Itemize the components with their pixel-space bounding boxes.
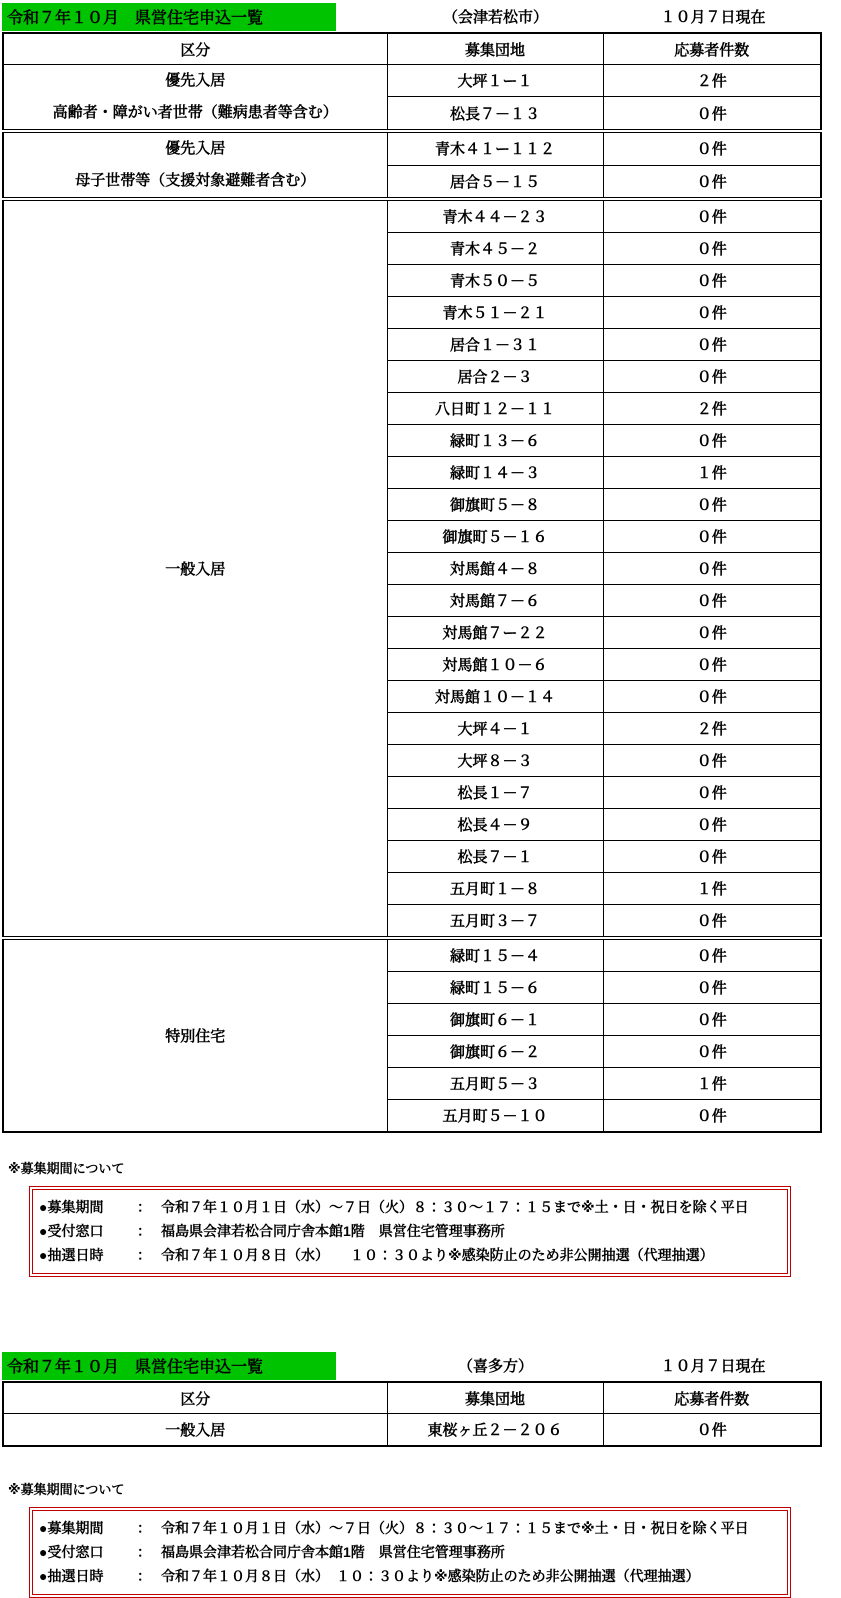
note-text: 福島県会津若松合同庁舎本館1階 県営住宅管理事務所 [161, 1544, 505, 1560]
complex-name: 青木５０－５ [387, 265, 603, 297]
applicant-count: ０件 [603, 553, 821, 585]
listing-section-kitakata [2, 1351, 841, 1598]
note-label: ●抽選日時 [39, 1247, 104, 1263]
complex-name: 松長７－１３ [387, 97, 603, 131]
complex-name: 五月町３－７ [387, 905, 603, 939]
note-colon: ： [137, 1520, 151, 1536]
applicant-count: ０件 [603, 809, 821, 841]
col-header-complex: 募集団地 [387, 1382, 603, 1414]
header-row [3, 33, 821, 65]
note-text: 令和７年１０月８日（水） １０：３０より※感染防止のため非公開抽選（代理抽選） [161, 1568, 700, 1584]
note-item-reception [39, 1219, 779, 1243]
table-row [3, 131, 821, 165]
complex-name: 八日町１２－１１ [387, 393, 603, 425]
complex-name: 御旗町６－２ [387, 1036, 603, 1068]
applicant-count: ０件 [603, 361, 821, 393]
complex-name: 大坪８－３ [387, 745, 603, 777]
complex-name: 御旗町５－１６ [387, 521, 603, 553]
applicant-count: ０件 [603, 1004, 821, 1036]
title-row [2, 2, 822, 31]
listing-section-aizuwakamatsu [2, 2, 841, 1277]
applicant-count: ２件 [603, 393, 821, 425]
applicant-count: ０件 [603, 425, 821, 457]
applicant-count: ０件 [603, 131, 821, 165]
complex-name: 対馬館４－８ [387, 553, 603, 585]
report-title: 令和７年１０月 県営住宅申込一覧 [2, 1352, 336, 1380]
applicant-count: ０件 [603, 165, 821, 199]
report-title: 令和７年１０月 県営住宅申込一覧 [2, 3, 336, 31]
applicant-count: ０件 [603, 745, 821, 777]
complex-name: 居合１－３１ [387, 329, 603, 361]
complex-name: 青木４５－２ [387, 233, 603, 265]
complex-name: 御旗町５－８ [387, 489, 603, 521]
applicant-count: ０件 [603, 681, 821, 713]
applicant-count: ０件 [603, 841, 821, 873]
complex-name: 対馬館７ー２２ [387, 617, 603, 649]
complex-name: 対馬館１０－６ [387, 649, 603, 681]
applicant-count: ０件 [603, 521, 821, 553]
table-row [3, 199, 821, 233]
as-of-date: １０月７日現在 [660, 1358, 766, 1375]
note-text: 令和７年１０月１日（水）～７日（火）８：３０～１７：１５まで※土・日・祝日を除く平日 [161, 1199, 749, 1215]
note-label: ●抽選日時 [39, 1568, 104, 1584]
note-text: 令和７年１０月８日（水） １０：３０より※感染防止のため非公開抽選（代理抽選） [161, 1247, 714, 1263]
applicant-count: ０件 [603, 1036, 821, 1068]
complex-name: 松長１－７ [387, 777, 603, 809]
complex-name: 五月町１－８ [387, 873, 603, 905]
applicant-count: １件 [603, 873, 821, 905]
application-info-box [29, 1186, 791, 1277]
category-cell: 特別住宅 [3, 938, 387, 1132]
category-label-line: 優先入居 [165, 140, 226, 157]
col-header-complex: 募集団地 [387, 33, 603, 65]
complex-name: 五月町５－１０ [387, 1100, 603, 1133]
notes-heading: ※募集期間について [8, 1482, 125, 1497]
notes-heading: ※募集期間について [8, 1161, 125, 1176]
applicant-count: ０件 [603, 938, 821, 972]
note-colon: ： [137, 1568, 151, 1584]
note-colon: ： [137, 1544, 151, 1560]
category-cell: 一般入居 [3, 1414, 387, 1447]
col-header-category: 区分 [3, 1382, 387, 1414]
col-header-count: 応募者件数 [603, 33, 821, 65]
application-info-box [29, 1507, 791, 1598]
note-label: ●受付窓口 [39, 1544, 104, 1560]
housing-table-aizuwakamatsu [2, 32, 822, 1133]
note-item-period [39, 1195, 779, 1219]
applicant-count: ０件 [603, 489, 821, 521]
category-label-line: 高齢者・障がい者世帯（難病患者等含む） [52, 104, 338, 121]
table-row [3, 1414, 821, 1447]
note-label: ●募集期間 [39, 1199, 104, 1215]
header-row [3, 1382, 821, 1414]
table-body [3, 1414, 821, 1447]
note-item-reception [39, 1540, 779, 1564]
table-row [3, 938, 821, 972]
applicant-count: ０件 [603, 585, 821, 617]
note-colon: ： [137, 1199, 151, 1215]
col-header-category: 区分 [3, 33, 387, 65]
note-label: ●募集期間 [39, 1520, 104, 1536]
complex-name: 五月町５－３ [387, 1068, 603, 1100]
applicant-count: ２件 [603, 713, 821, 745]
applicant-count: １件 [603, 1068, 821, 1100]
applicant-count: ０件 [603, 777, 821, 809]
complex-name: 居合２－３ [387, 361, 603, 393]
complex-name: 緑町１５－６ [387, 972, 603, 1004]
applicant-count: ０件 [603, 972, 821, 1004]
category-label-line: 優先入居 [165, 72, 226, 89]
note-label: ●受付窓口 [39, 1223, 104, 1239]
area-label: （喜多方） [457, 1358, 533, 1375]
complex-name: 大坪１ー１ [387, 65, 603, 97]
note-colon: ： [137, 1247, 151, 1263]
area-label: （会津若松市） [442, 9, 548, 26]
note-item-lottery [39, 1564, 779, 1588]
complex-name: 青木５１－２１ [387, 297, 603, 329]
complex-name: 松長７－１ [387, 841, 603, 873]
category-label-line: 母子世帯等（支援対象避難者含む） [75, 172, 316, 189]
as-of-date: １０月７日現在 [660, 9, 766, 26]
complex-name: 居合５－１５ [387, 165, 603, 199]
applicant-count: ０件 [603, 1100, 821, 1133]
title-col [2, 1352, 387, 1380]
note-item-period [39, 1516, 779, 1540]
applicant-count: １件 [603, 457, 821, 489]
complex-name: 松長４－９ [387, 809, 603, 841]
title-row [2, 1351, 822, 1380]
category-cell [3, 65, 387, 132]
complex-name: 大坪４－１ [387, 713, 603, 745]
applicant-count: ０件 [603, 97, 821, 131]
complex-name: 対馬館１０－１４ [387, 681, 603, 713]
applicant-count: ０件 [603, 329, 821, 361]
applicant-count: ０件 [603, 1414, 821, 1447]
applicant-count: ２件 [603, 65, 821, 97]
complex-name: 御旗町６－１ [387, 1004, 603, 1036]
applicant-count: ０件 [603, 297, 821, 329]
complex-name: 緑町１４－３ [387, 457, 603, 489]
applicant-count: ０件 [603, 649, 821, 681]
complex-name: 青木４４－２３ [387, 199, 603, 233]
col-header-count: 応募者件数 [603, 1382, 821, 1414]
category-cell: 一般入居 [3, 199, 387, 938]
note-colon: ： [137, 1223, 151, 1239]
complex-name: 対馬館７－６ [387, 585, 603, 617]
complex-name: 緑町１５－４ [387, 938, 603, 972]
category-cell [3, 131, 387, 199]
applicant-count: ０件 [603, 905, 821, 939]
applicant-count: ０件 [603, 199, 821, 233]
note-text: 福島県会津若松合同庁舎本館1階 県営住宅管理事務所 [161, 1223, 505, 1239]
note-text: 令和７年１０月１日（水）～７日（火）８：３０～１７：１５まで※土・日・祝日を除く平日 [161, 1520, 749, 1536]
applicant-count: ０件 [603, 233, 821, 265]
title-col [2, 3, 387, 31]
table-body [3, 65, 821, 1133]
complex-name: 青木４１ー１１２ [387, 131, 603, 165]
applicant-count: ０件 [603, 265, 821, 297]
applicant-count: ０件 [603, 617, 821, 649]
complex-name: 緑町１３－６ [387, 425, 603, 457]
table-row [3, 65, 821, 97]
complex-name: 東桜ヶ丘２－２０６ [387, 1414, 603, 1447]
housing-table-kitakata [2, 1381, 822, 1447]
note-item-lottery [39, 1243, 779, 1267]
